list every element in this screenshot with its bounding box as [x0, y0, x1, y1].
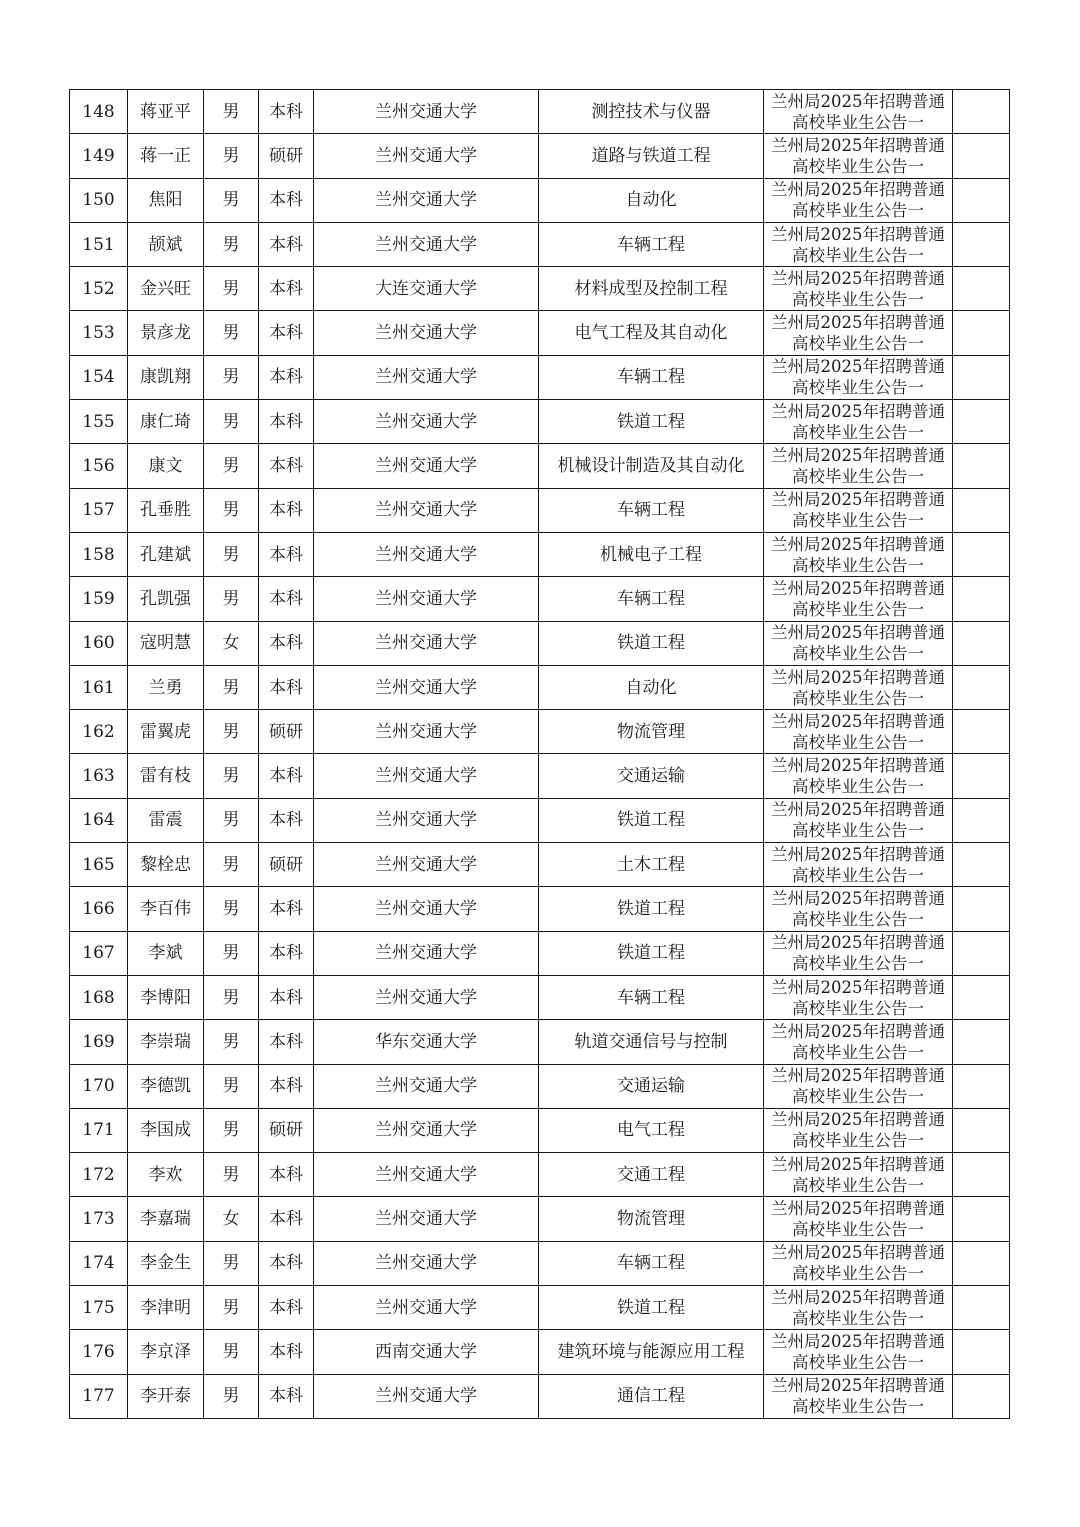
gender-cell: 男 [204, 488, 259, 532]
table-row [70, 621, 1010, 665]
major-cell: 铁道工程 [539, 400, 764, 444]
note-cell: 兰州局2025年招聘普通高校毕业生公告一 [764, 311, 953, 355]
table-row [70, 1064, 1010, 1108]
school-cell: 大连交通大学 [314, 267, 539, 311]
note-cell: 兰州局2025年招聘普通高校毕业生公告一 [764, 1241, 953, 1285]
note-cell: 兰州局2025年招聘普通高校毕业生公告一 [764, 1108, 953, 1152]
gender-cell: 男 [204, 887, 259, 931]
table-row [70, 355, 1010, 399]
major-cell: 车辆工程 [539, 222, 764, 266]
major-cell: 测控技术与仪器 [539, 90, 764, 134]
extra-cell [953, 90, 1010, 134]
serial-cell: 164 [70, 798, 128, 842]
table-row [70, 1374, 1010, 1418]
major-cell: 交通工程 [539, 1153, 764, 1197]
roster-body [70, 90, 1010, 1419]
table-row [70, 577, 1010, 621]
table-row [70, 665, 1010, 709]
major-cell: 材料成型及控制工程 [539, 267, 764, 311]
gender-cell: 男 [204, 577, 259, 621]
note-cell: 兰州局2025年招聘普通高校毕业生公告一 [764, 355, 953, 399]
extra-cell [953, 1108, 1010, 1152]
school-cell: 兰州交通大学 [314, 1286, 539, 1330]
name-cell: 兰勇 [128, 665, 204, 709]
extra-cell [953, 355, 1010, 399]
extra-cell [953, 1374, 1010, 1418]
school-cell: 兰州交通大学 [314, 178, 539, 222]
school-cell: 兰州交通大学 [314, 532, 539, 576]
school-cell: 兰州交通大学 [314, 621, 539, 665]
name-cell: 孔建斌 [128, 532, 204, 576]
note-cell: 兰州局2025年招聘普通高校毕业生公告一 [764, 532, 953, 576]
extra-cell [953, 1241, 1010, 1285]
gender-cell: 男 [204, 311, 259, 355]
serial-cell: 163 [70, 754, 128, 798]
name-cell: 蒋亚平 [128, 90, 204, 134]
school-cell: 兰州交通大学 [314, 222, 539, 266]
school-cell: 兰州交通大学 [314, 311, 539, 355]
degree-cell: 本科 [259, 444, 314, 488]
name-cell: 李嘉瑞 [128, 1197, 204, 1241]
major-cell: 机械设计制造及其自动化 [539, 444, 764, 488]
serial-cell: 162 [70, 710, 128, 754]
extra-cell [953, 1286, 1010, 1330]
school-cell: 兰州交通大学 [314, 798, 539, 842]
school-cell: 兰州交通大学 [314, 1197, 539, 1241]
major-cell: 自动化 [539, 178, 764, 222]
table-row [70, 488, 1010, 532]
degree-cell: 本科 [259, 311, 314, 355]
note-cell: 兰州局2025年招聘普通高校毕业生公告一 [764, 267, 953, 311]
table-row [70, 1330, 1010, 1374]
serial-cell: 171 [70, 1108, 128, 1152]
note-cell: 兰州局2025年招聘普通高校毕业生公告一 [764, 222, 953, 266]
extra-cell [953, 1330, 1010, 1374]
degree-cell: 本科 [259, 355, 314, 399]
serial-cell: 165 [70, 843, 128, 887]
table-row [70, 444, 1010, 488]
serial-cell: 158 [70, 532, 128, 576]
name-cell: 李国成 [128, 1108, 204, 1152]
extra-cell [953, 931, 1010, 975]
extra-cell [953, 532, 1010, 576]
school-cell: 兰州交通大学 [314, 931, 539, 975]
school-cell: 兰州交通大学 [314, 887, 539, 931]
major-cell: 自动化 [539, 665, 764, 709]
degree-cell: 本科 [259, 665, 314, 709]
serial-cell: 151 [70, 222, 128, 266]
serial-cell: 159 [70, 577, 128, 621]
note-cell: 兰州局2025年招聘普通高校毕业生公告一 [764, 1374, 953, 1418]
table-row [70, 267, 1010, 311]
name-cell: 李津明 [128, 1286, 204, 1330]
extra-cell [953, 488, 1010, 532]
note-cell: 兰州局2025年招聘普通高校毕业生公告一 [764, 665, 953, 709]
table-row [70, 134, 1010, 178]
major-cell: 建筑环境与能源应用工程 [539, 1330, 764, 1374]
school-cell: 兰州交通大学 [314, 665, 539, 709]
name-cell: 李开泰 [128, 1374, 204, 1418]
name-cell: 雷翼虎 [128, 710, 204, 754]
school-cell: 兰州交通大学 [314, 1108, 539, 1152]
degree-cell: 本科 [259, 532, 314, 576]
extra-cell [953, 1020, 1010, 1064]
serial-cell: 153 [70, 311, 128, 355]
name-cell: 康凯翔 [128, 355, 204, 399]
major-cell: 铁道工程 [539, 887, 764, 931]
gender-cell: 男 [204, 843, 259, 887]
serial-cell: 170 [70, 1064, 128, 1108]
gender-cell: 男 [204, 1286, 259, 1330]
gender-cell: 男 [204, 665, 259, 709]
table-row [70, 798, 1010, 842]
degree-cell: 本科 [259, 577, 314, 621]
degree-cell: 本科 [259, 488, 314, 532]
gender-cell: 男 [204, 355, 259, 399]
degree-cell: 本科 [259, 887, 314, 931]
major-cell: 电气工程 [539, 1108, 764, 1152]
major-cell: 通信工程 [539, 1374, 764, 1418]
name-cell: 雷有枝 [128, 754, 204, 798]
major-cell: 交通运输 [539, 754, 764, 798]
name-cell: 黎栓忠 [128, 843, 204, 887]
table-row [70, 90, 1010, 134]
table-row [70, 400, 1010, 444]
degree-cell: 本科 [259, 1020, 314, 1064]
table-row [70, 178, 1010, 222]
extra-cell [953, 400, 1010, 444]
gender-cell: 男 [204, 222, 259, 266]
serial-cell: 149 [70, 134, 128, 178]
serial-cell: 173 [70, 1197, 128, 1241]
gender-cell: 男 [204, 532, 259, 576]
note-cell: 兰州局2025年招聘普通高校毕业生公告一 [764, 887, 953, 931]
school-cell: 兰州交通大学 [314, 1241, 539, 1285]
gender-cell: 男 [204, 444, 259, 488]
degree-cell: 本科 [259, 400, 314, 444]
gender-cell: 男 [204, 1241, 259, 1285]
table-row [70, 931, 1010, 975]
note-cell: 兰州局2025年招聘普通高校毕业生公告一 [764, 134, 953, 178]
major-cell: 铁道工程 [539, 621, 764, 665]
degree-cell: 本科 [259, 1374, 314, 1418]
gender-cell: 男 [204, 798, 259, 842]
gender-cell: 男 [204, 1374, 259, 1418]
name-cell: 景彦龙 [128, 311, 204, 355]
table-row [70, 754, 1010, 798]
degree-cell: 本科 [259, 1064, 314, 1108]
serial-cell: 167 [70, 931, 128, 975]
extra-cell [953, 710, 1010, 754]
name-cell: 李崇瑞 [128, 1020, 204, 1064]
school-cell: 华东交通大学 [314, 1020, 539, 1064]
school-cell: 兰州交通大学 [314, 843, 539, 887]
school-cell: 兰州交通大学 [314, 975, 539, 1019]
degree-cell: 本科 [259, 178, 314, 222]
name-cell: 雷震 [128, 798, 204, 842]
serial-cell: 154 [70, 355, 128, 399]
note-cell: 兰州局2025年招聘普通高校毕业生公告一 [764, 843, 953, 887]
name-cell: 蒋一正 [128, 134, 204, 178]
gender-cell: 男 [204, 90, 259, 134]
name-cell: 李博阳 [128, 975, 204, 1019]
serial-cell: 174 [70, 1241, 128, 1285]
note-cell: 兰州局2025年招聘普通高校毕业生公告一 [764, 798, 953, 842]
school-cell: 兰州交通大学 [314, 90, 539, 134]
name-cell: 焦阳 [128, 178, 204, 222]
degree-cell: 本科 [259, 1153, 314, 1197]
major-cell: 物流管理 [539, 1197, 764, 1241]
extra-cell [953, 798, 1010, 842]
extra-cell [953, 267, 1010, 311]
school-cell: 兰州交通大学 [314, 1064, 539, 1108]
major-cell: 车辆工程 [539, 577, 764, 621]
major-cell: 铁道工程 [539, 931, 764, 975]
extra-cell [953, 222, 1010, 266]
degree-cell: 本科 [259, 1286, 314, 1330]
note-cell: 兰州局2025年招聘普通高校毕业生公告一 [764, 178, 953, 222]
degree-cell: 硕研 [259, 1108, 314, 1152]
gender-cell: 男 [204, 1020, 259, 1064]
degree-cell: 本科 [259, 1197, 314, 1241]
serial-cell: 166 [70, 887, 128, 931]
gender-cell: 男 [204, 1064, 259, 1108]
note-cell: 兰州局2025年招聘普通高校毕业生公告一 [764, 1330, 953, 1374]
gender-cell: 男 [204, 931, 259, 975]
note-cell: 兰州局2025年招聘普通高校毕业生公告一 [764, 710, 953, 754]
major-cell: 电气工程及其自动化 [539, 311, 764, 355]
degree-cell: 本科 [259, 754, 314, 798]
note-cell: 兰州局2025年招聘普通高校毕业生公告一 [764, 754, 953, 798]
table-row [70, 1197, 1010, 1241]
major-cell: 交通运输 [539, 1064, 764, 1108]
gender-cell: 男 [204, 975, 259, 1019]
degree-cell: 本科 [259, 975, 314, 1019]
extra-cell [953, 134, 1010, 178]
table-row [70, 843, 1010, 887]
name-cell: 李金生 [128, 1241, 204, 1285]
school-cell: 兰州交通大学 [314, 355, 539, 399]
serial-cell: 168 [70, 975, 128, 1019]
note-cell: 兰州局2025年招聘普通高校毕业生公告一 [764, 577, 953, 621]
roster-sheet [69, 89, 1009, 1419]
name-cell: 李京泽 [128, 1330, 204, 1374]
serial-cell: 172 [70, 1153, 128, 1197]
serial-cell: 157 [70, 488, 128, 532]
table-row [70, 1153, 1010, 1197]
gender-cell: 女 [204, 1197, 259, 1241]
serial-cell: 160 [70, 621, 128, 665]
extra-cell [953, 665, 1010, 709]
degree-cell: 本科 [259, 222, 314, 266]
school-cell: 西南交通大学 [314, 1330, 539, 1374]
table-row [70, 1241, 1010, 1285]
major-cell: 铁道工程 [539, 798, 764, 842]
name-cell: 孔垂胜 [128, 488, 204, 532]
extra-cell [953, 444, 1010, 488]
degree-cell: 本科 [259, 1241, 314, 1285]
degree-cell: 本科 [259, 267, 314, 311]
major-cell: 轨道交通信号与控制 [539, 1020, 764, 1064]
note-cell: 兰州局2025年招聘普通高校毕业生公告一 [764, 621, 953, 665]
degree-cell: 本科 [259, 621, 314, 665]
major-cell: 机械电子工程 [539, 532, 764, 576]
gender-cell: 男 [204, 1330, 259, 1374]
major-cell: 土木工程 [539, 843, 764, 887]
note-cell: 兰州局2025年招聘普通高校毕业生公告一 [764, 1153, 953, 1197]
degree-cell: 硕研 [259, 843, 314, 887]
major-cell: 车辆工程 [539, 355, 764, 399]
table-row [70, 887, 1010, 931]
table-row [70, 311, 1010, 355]
extra-cell [953, 311, 1010, 355]
serial-cell: 148 [70, 90, 128, 134]
note-cell: 兰州局2025年招聘普通高校毕业生公告一 [764, 444, 953, 488]
name-cell: 康文 [128, 444, 204, 488]
major-cell: 铁道工程 [539, 1286, 764, 1330]
degree-cell: 硕研 [259, 134, 314, 178]
major-cell: 车辆工程 [539, 488, 764, 532]
note-cell: 兰州局2025年招聘普通高校毕业生公告一 [764, 488, 953, 532]
name-cell: 李斌 [128, 931, 204, 975]
note-cell: 兰州局2025年招聘普通高校毕业生公告一 [764, 1197, 953, 1241]
school-cell: 兰州交通大学 [314, 134, 539, 178]
gender-cell: 男 [204, 754, 259, 798]
major-cell: 车辆工程 [539, 1241, 764, 1285]
school-cell: 兰州交通大学 [314, 488, 539, 532]
gender-cell: 男 [204, 134, 259, 178]
extra-cell [953, 754, 1010, 798]
gender-cell: 男 [204, 1153, 259, 1197]
school-cell: 兰州交通大学 [314, 577, 539, 621]
table-row [70, 975, 1010, 1019]
note-cell: 兰州局2025年招聘普通高校毕业生公告一 [764, 1064, 953, 1108]
gender-cell: 男 [204, 267, 259, 311]
name-cell: 孔凯强 [128, 577, 204, 621]
extra-cell [953, 577, 1010, 621]
note-cell: 兰州局2025年招聘普通高校毕业生公告一 [764, 1286, 953, 1330]
roster-table [69, 89, 1010, 1419]
gender-cell: 男 [204, 400, 259, 444]
name-cell: 李百伟 [128, 887, 204, 931]
major-cell: 道路与铁道工程 [539, 134, 764, 178]
extra-cell [953, 621, 1010, 665]
school-cell: 兰州交通大学 [314, 1153, 539, 1197]
name-cell: 颉斌 [128, 222, 204, 266]
major-cell: 物流管理 [539, 710, 764, 754]
gender-cell: 男 [204, 710, 259, 754]
serial-cell: 155 [70, 400, 128, 444]
extra-cell [953, 1064, 1010, 1108]
gender-cell: 女 [204, 621, 259, 665]
school-cell: 兰州交通大学 [314, 400, 539, 444]
degree-cell: 本科 [259, 931, 314, 975]
serial-cell: 175 [70, 1286, 128, 1330]
degree-cell: 硕研 [259, 710, 314, 754]
serial-cell: 150 [70, 178, 128, 222]
extra-cell [953, 975, 1010, 1019]
school-cell: 兰州交通大学 [314, 444, 539, 488]
extra-cell [953, 1153, 1010, 1197]
degree-cell: 本科 [259, 90, 314, 134]
degree-cell: 本科 [259, 1330, 314, 1374]
table-row [70, 532, 1010, 576]
name-cell: 李德凯 [128, 1064, 204, 1108]
note-cell: 兰州局2025年招聘普通高校毕业生公告一 [764, 400, 953, 444]
extra-cell [953, 887, 1010, 931]
school-cell: 兰州交通大学 [314, 1374, 539, 1418]
name-cell: 寇明慧 [128, 621, 204, 665]
extra-cell [953, 1197, 1010, 1241]
school-cell: 兰州交通大学 [314, 754, 539, 798]
table-row [70, 1108, 1010, 1152]
note-cell: 兰州局2025年招聘普通高校毕业生公告一 [764, 931, 953, 975]
name-cell: 康仁琦 [128, 400, 204, 444]
degree-cell: 本科 [259, 798, 314, 842]
name-cell: 金兴旺 [128, 267, 204, 311]
gender-cell: 男 [204, 1108, 259, 1152]
note-cell: 兰州局2025年招聘普通高校毕业生公告一 [764, 975, 953, 1019]
gender-cell: 男 [204, 178, 259, 222]
note-cell: 兰州局2025年招聘普通高校毕业生公告一 [764, 90, 953, 134]
serial-cell: 161 [70, 665, 128, 709]
table-row [70, 222, 1010, 266]
extra-cell [953, 843, 1010, 887]
serial-cell: 169 [70, 1020, 128, 1064]
serial-cell: 177 [70, 1374, 128, 1418]
serial-cell: 152 [70, 267, 128, 311]
serial-cell: 156 [70, 444, 128, 488]
school-cell: 兰州交通大学 [314, 710, 539, 754]
table-row [70, 710, 1010, 754]
name-cell: 李欢 [128, 1153, 204, 1197]
major-cell: 车辆工程 [539, 975, 764, 1019]
serial-cell: 176 [70, 1330, 128, 1374]
note-cell: 兰州局2025年招聘普通高校毕业生公告一 [764, 1020, 953, 1064]
table-row [70, 1020, 1010, 1064]
extra-cell [953, 178, 1010, 222]
table-row [70, 1286, 1010, 1330]
